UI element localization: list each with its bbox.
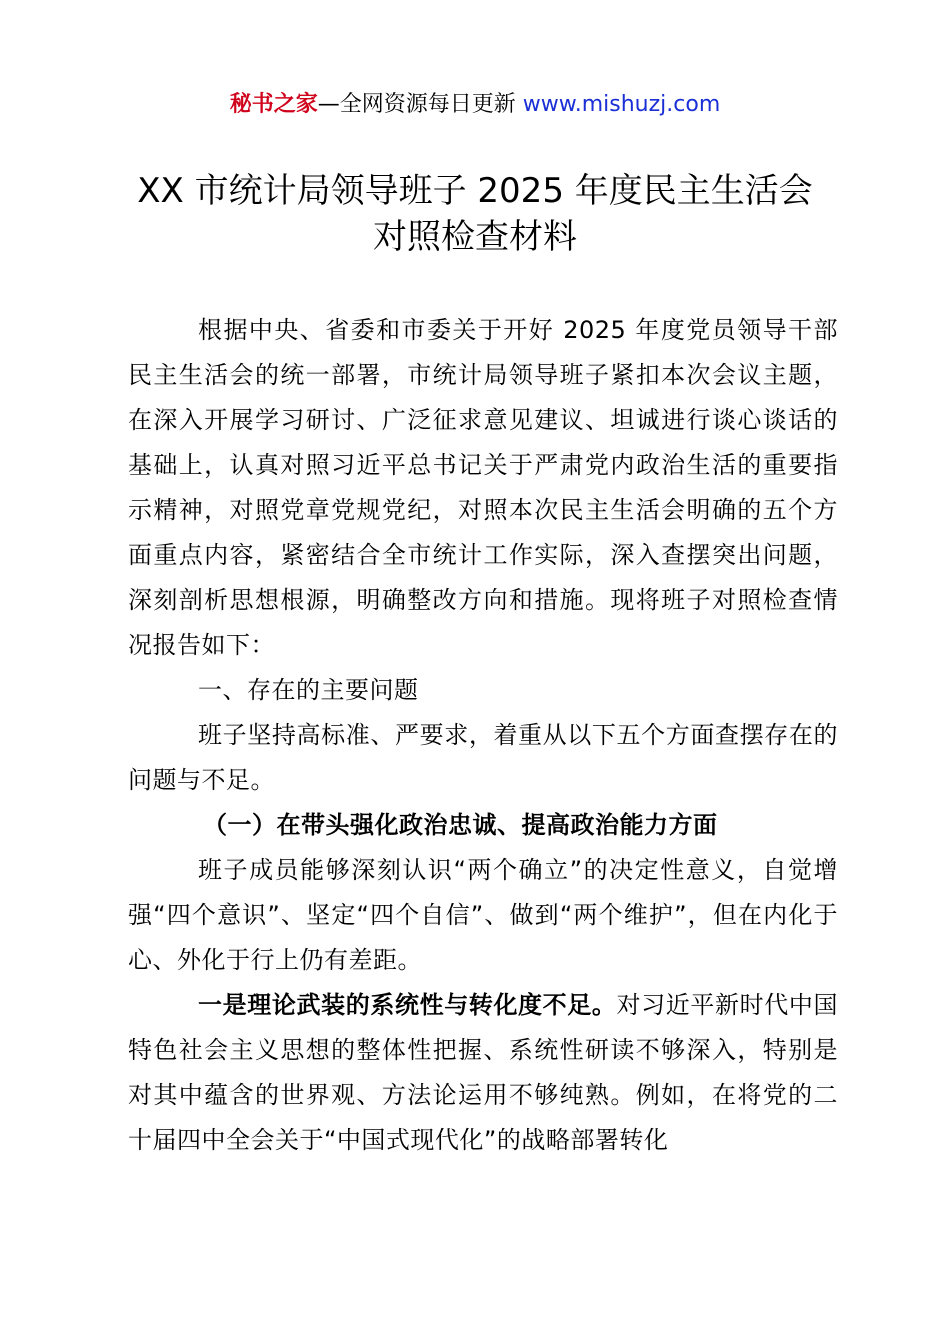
document-title: [60, 168, 890, 260]
brand-name: 秘书之家: [229, 92, 318, 117]
site-url-link[interactable]: www.mishuzj.com: [522, 92, 721, 117]
title-line-1: XX 市统计局领导班子 2025 年度民主生活会: [137, 171, 813, 211]
point-text: 对习近平新时代中国特色社会主义思想的整体性把握、系统性研读不够深入，特别是对其中蕴含的世界观、方法论运用不够纯熟。例如，在将党的二十届四中全会关于“中国式现代化”的战略部署转化: [128, 991, 839, 1154]
section-intro-paragraph: 班子坚持高标准、严要求，着重从以下五个方面查摆存在的问题与不足。: [128, 721, 838, 794]
title-line-2: 对照检查材料: [373, 217, 577, 257]
subsection-heading: （一）在带头强化政治忠诚、提高政治能力方面: [203, 811, 718, 839]
site-header: [0, 88, 950, 122]
subsection-paragraph: 班子成员能够深刻认识“两个确立”的决定性意义，自觉增强“四个意识”、坚定“四个自信”、做到“两个维护”，但在内化于心、外化于行上仍有差距。: [128, 856, 838, 974]
header-tagline: —全网资源每日更新: [317, 92, 516, 117]
section-heading: 一、存在的主要问题: [198, 676, 419, 704]
point-lead: 一是理论武装的系统性与转化度不足。: [198, 991, 617, 1019]
intro-paragraph: 根据中央、省委和市委关于开好 2025 年度党员领导干部民主生活会的统一部署，市统计局领导班子紧扣本次会议主题，在深入开展学习研讨、广泛征求意见建议、坦诚进行谈心谈话的基础上，认真对照习近平总书记关于严肃党内政治生活的重要指示精神，对照党章党规党纪，对照本次民主生活会明确的五个方面重点内容，紧密结合全市统计工作实际，深入查摆突出问题，深刻剖析思想根源，明确整改方向和措施。现将班子对照检查情况报告如下：: [128, 316, 838, 659]
document-body: [128, 308, 838, 1163]
point-paragraph: [128, 983, 838, 1163]
